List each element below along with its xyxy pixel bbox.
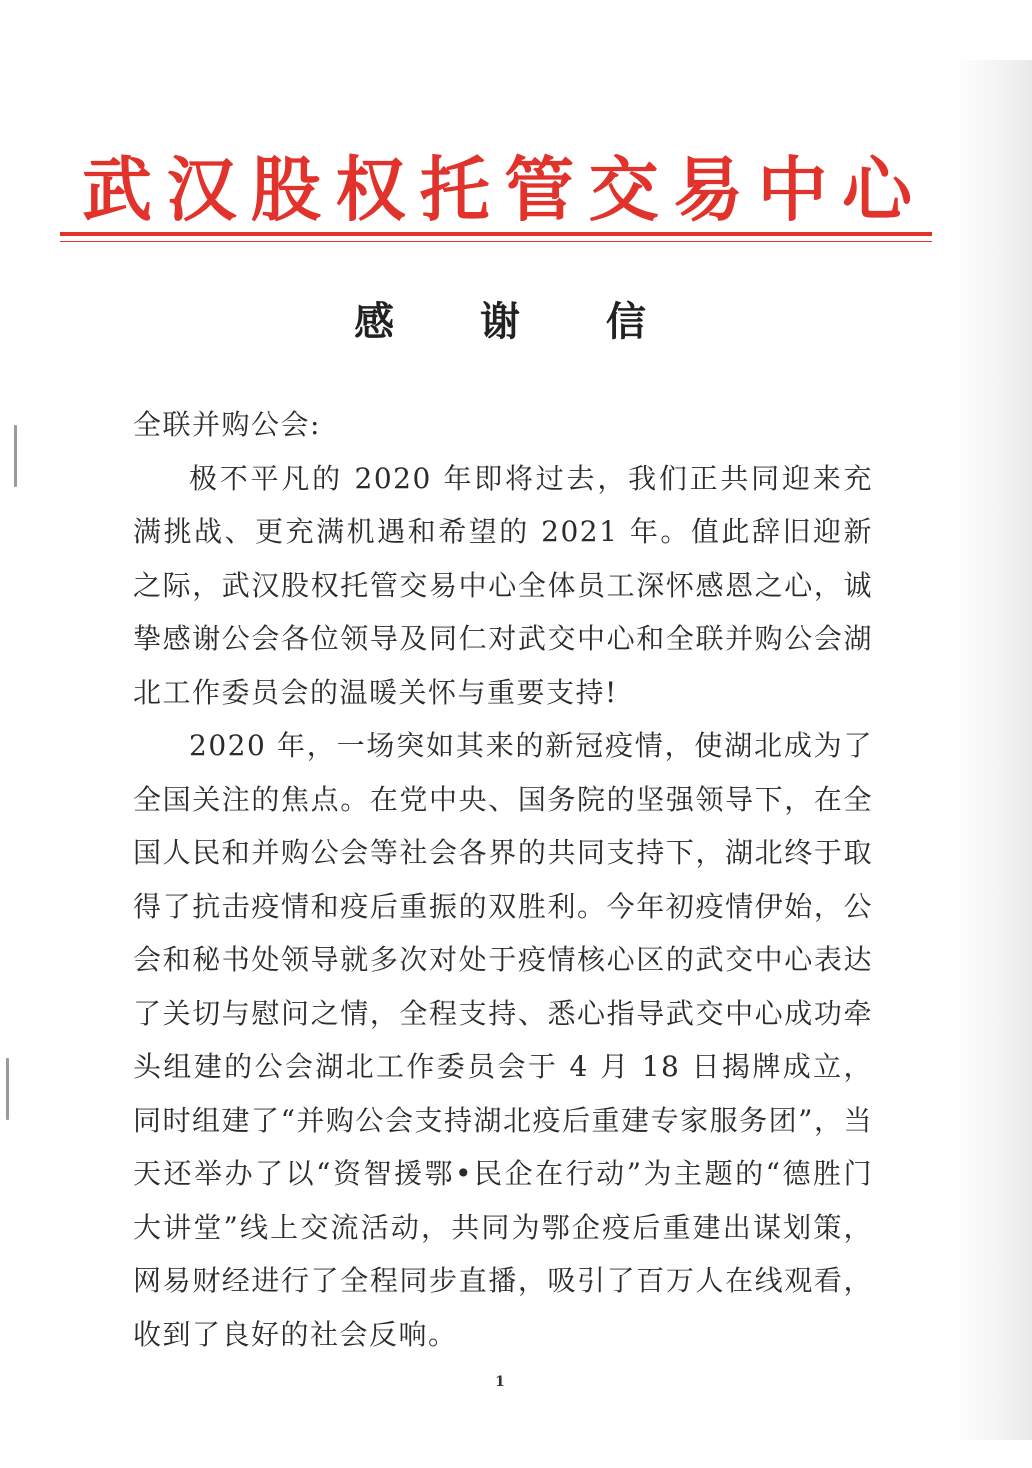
salutation: 全联并购公会: (133, 408, 321, 441)
letterhead-char: 易 (673, 148, 744, 231)
letterhead-organization-name (62, 140, 932, 240)
letterhead-char: 托 (419, 148, 490, 231)
binder-hole-mark-bottom (6, 1058, 9, 1120)
letterhead-char: 武 (82, 148, 152, 231)
letterhead-char: 权 (335, 148, 406, 231)
letter-body (133, 398, 873, 1361)
letterhead-char: 汉 (166, 148, 237, 231)
paragraph: 极不平凡的 2020 年即将过去，我们正共同迎来充满挑战、更充满机遇和希望的 2021 年。值此辞旧迎新之际，武汉股权托管交易中心全体员工深怀感恩之心，诚挚感谢公会各位领导及同仁对武交中心和全联并购公会湖北工作委员会的温暖关怀与重要支持! (133, 461, 873, 709)
letterhead-char: 中 (757, 148, 828, 231)
document-title: 感 谢 信 (354, 298, 682, 345)
letterhead-char: 心 (841, 148, 912, 231)
page-number: 1 (495, 1374, 505, 1390)
letterhead-char: 管 (504, 148, 575, 231)
letterhead-char: 股 (250, 148, 321, 231)
paragraph: 2020 年，一场突如其来的新冠疫情，使湖北成为了全国关注的焦点。在党中央、国务院的坚强领导下，在全国人民和并购公会等社会各界的共同支持下，湖北终于取得了抗击疫情和疫后重振的双胜利。今年初疫情伊始，公会和秘书处领导就多次对处于疫情核心区的武交中心表达了关切与慰问之情，全程支持、悉心指导武交中心成功牵头组建的公会湖北工作委员会于 4 月 18 日揭牌成立，同时组建了“并购公会支持湖北疫后重建专家服务团”，当天还举办了以“资智援鄂•民企在行动”为主题的“德胜门大讲堂”线上交流活动，共同为鄂企疫后重建出谋划策，网易财经进行了全程同步直播，吸引了百万人在线观看，收到了良好的社会反响。 (133, 729, 873, 1351)
letterhead-char: 交 (588, 148, 659, 231)
scan-shadow-edge (952, 60, 1032, 1440)
binder-hole-mark-top (14, 425, 17, 487)
letterhead-rule-thin (60, 241, 932, 242)
letterhead-rule-thick (60, 232, 932, 236)
